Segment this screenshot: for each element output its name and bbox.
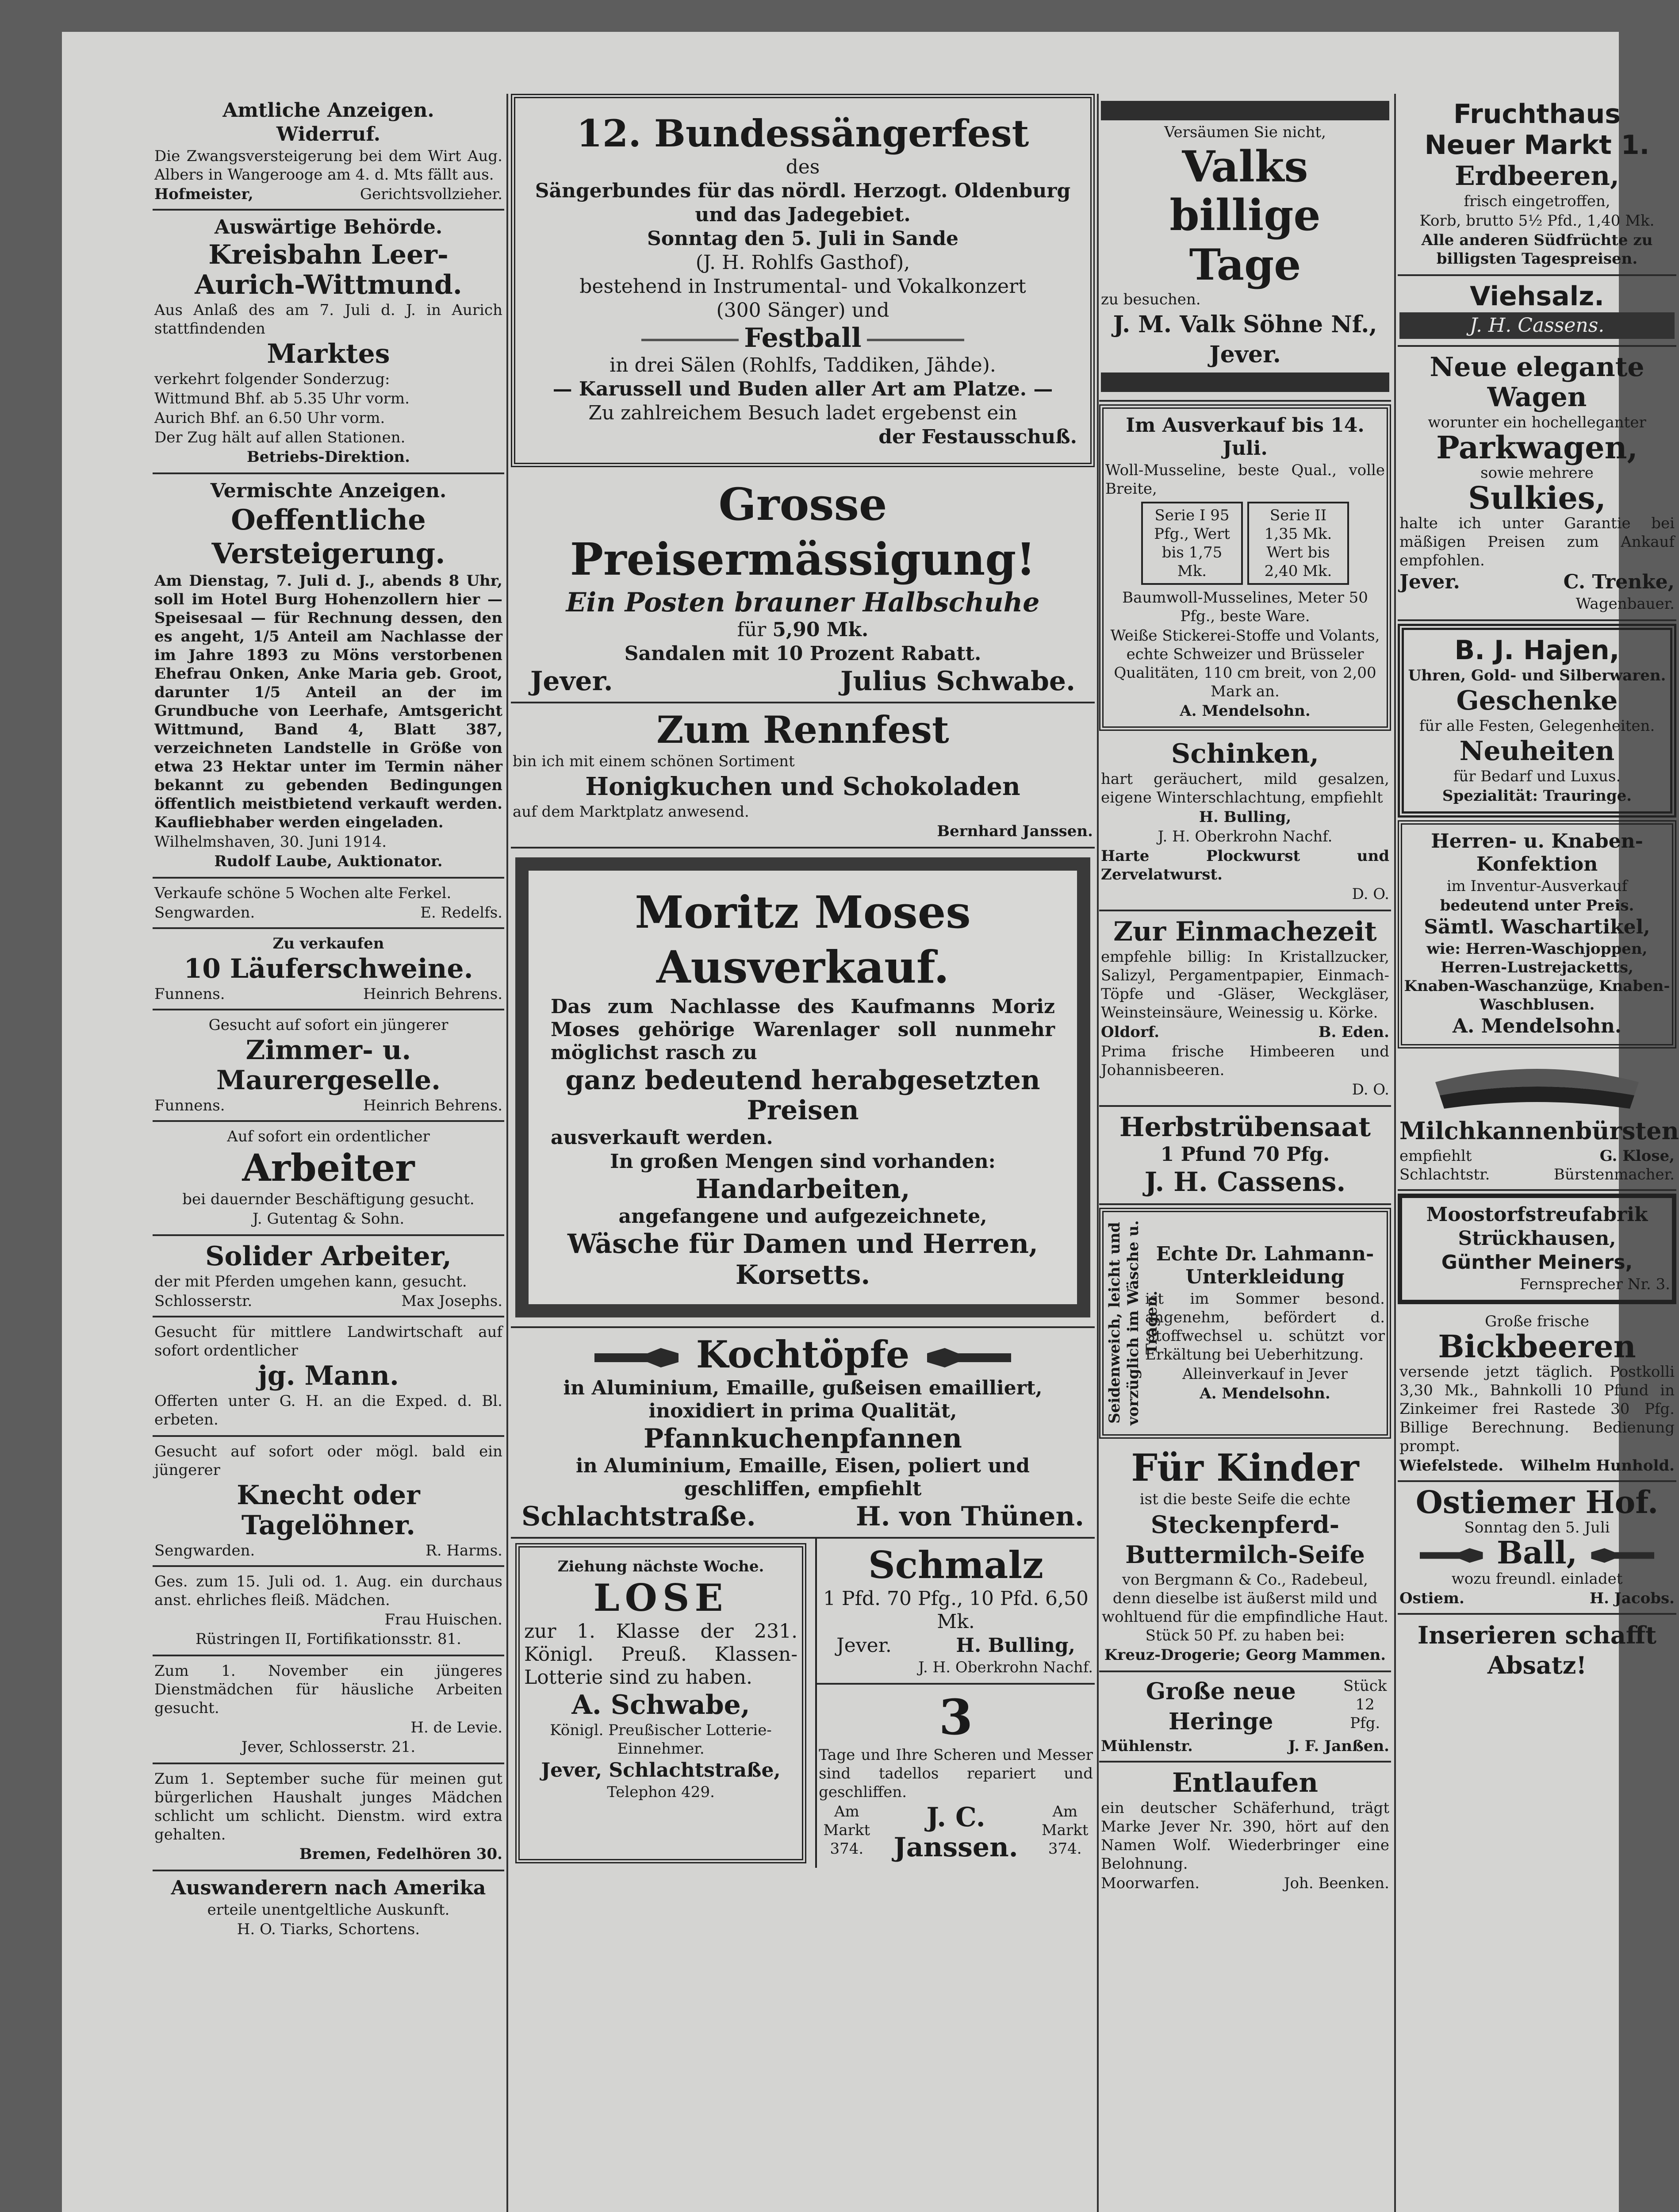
bar-ornament	[1101, 373, 1389, 392]
ad-body: versende jetzt täglich. Postkolli 3,30 Mk., Bahnkolli 10 Pfund in Zinkeimer frei Rastede 30 Pfg. Billige Berechnung. Bedienung prompt.	[1399, 1363, 1675, 1455]
ad-title: Widerruf.	[276, 123, 381, 146]
ad-body: wie: Herren-Waschjoppen, Herren-Lustrejacketts, Knaben-Waschanzüge, Knaben-Waschblusen.	[1404, 940, 1670, 1014]
ad-lose	[515, 1543, 806, 1863]
ad-body: Gesucht für mittlere Landwirtschaft auf sofort ordentlicher	[154, 1323, 502, 1359]
ad-body: J. H. Oberkrohn Nachf.	[918, 1659, 1093, 1676]
ad-body: Auf sofort ein ordentlicher	[227, 1128, 430, 1145]
ad-body: Strückhausen,	[1458, 1227, 1616, 1250]
ad-body: empfehle billig: In Kristallzucker, Salizyl, Pergamentpapier, Einmach-Töpfe und -Gläser, Weckgläser, Weinsteinsäure, Weinessig u. Körke.	[1101, 948, 1389, 1022]
ad-versteigerung	[153, 474, 504, 879]
ad-ferkel	[153, 879, 504, 929]
ad-item: angefangene und aufgezeichnete,	[618, 1205, 987, 1228]
ad-body: Woll-Musseline, beste Qual., volle Breite,	[1105, 461, 1385, 498]
ad-ausverkauf	[1099, 404, 1391, 731]
ad-body: Gesucht auf sofort ein jüngerer	[208, 1016, 448, 1034]
ad-body: zur 1. Klasse der 231. Königl. Preuß. Klassen-Lotterie sind zu haben.	[524, 1620, 798, 1689]
ad-title: Parkwagen,	[1436, 429, 1638, 466]
ad-hajen	[1398, 624, 1676, 818]
ad-item: Wäsche für Damen und Herren,	[567, 1229, 1038, 1260]
ad-title: Herren- u. Knaben-Konfektion	[1431, 830, 1643, 876]
ad-body: — Karussell und Buden aller Art am Platze. —	[552, 378, 1053, 400]
ad-title: LOSE	[593, 1576, 728, 1620]
rule-ornament	[641, 339, 739, 341]
bottom-row	[511, 1539, 1095, 1868]
ad-price: 5,90 Mk.	[772, 618, 869, 641]
ad-sign: Joh. Beenken.	[1284, 1874, 1389, 1892]
ad-body: Baumwoll-Musselines, Meter 50 Pfg., beste Ware.	[1122, 589, 1368, 625]
ad-wagen	[1398, 347, 1676, 621]
ad-title: Erdbeeren,	[1455, 161, 1619, 192]
ad-title: Grosse Preisermässigung!	[570, 478, 1036, 585]
ad-body: Offerten unter G. H. an die Exped. d. Bl. erbeten.	[154, 1392, 502, 1429]
column-3	[1099, 94, 1391, 1898]
ad-body: Das zum Nachlasse des Kaufmanns Moriz Moses gehörige Warenlager soll nunmehr möglichst rasch zu	[551, 995, 1055, 1064]
ad-sign: H. Bulling,	[1199, 808, 1292, 826]
ad-bickbeeren	[1398, 1307, 1676, 1482]
ad-sign: A. Mendelsohn.	[1452, 1015, 1622, 1037]
ad-body: wozu freundl. einladet	[1451, 1570, 1623, 1588]
ad-sign: R. Harms.	[426, 1542, 502, 1559]
ad-milchkannenbuersten	[1398, 1051, 1679, 1191]
ad-body: Der Zug hält auf allen Stationen.	[154, 429, 406, 446]
ad-body: Günther Meiners,	[1441, 1251, 1633, 1274]
ad-body: ist im Sommer besond. angenehm, befördert d. Stoffwechsel u. schützt vor Erkältung bei Ueberhitzung.	[1145, 1290, 1385, 1363]
ad-laeufer	[153, 929, 504, 1010]
ad-body: für alle Festen, Gelegenheiten.	[1419, 717, 1655, 735]
ad-title: Große neue Heringe	[1146, 1678, 1296, 1735]
column-rule	[506, 94, 508, 2212]
ad-body: Ziehung nächste Woche.	[557, 1558, 764, 1575]
ad-title: 12. Bundessängerfest	[576, 111, 1029, 155]
ad-body: (300 Sänger) und	[716, 299, 889, 322]
ad-title: Solider Arbeiter,	[205, 1241, 452, 1272]
ad-sign: Gerichtsvollzieher.	[360, 185, 502, 203]
ad-body: auf dem Marktplatz anwesend.	[513, 803, 749, 821]
ad-title: 10 Läuferschweine.	[184, 953, 473, 984]
ad-title: Inserieren schafft Absatz!	[1417, 1621, 1657, 1679]
ad-title: Im Ausverkauf bis 14. Juli.	[1126, 414, 1365, 460]
ad-fruchthaus	[1398, 94, 1676, 276]
ad-body: erteile unentgeltliche Auskunft.	[207, 1901, 450, 1919]
ad-heringe	[1099, 1672, 1391, 1763]
bar-ornament	[1101, 101, 1389, 120]
ad-address: Am Markt 374.	[823, 1803, 870, 1858]
ad-herbstruebensaat	[1099, 1107, 1391, 1205]
ad-body: ist die beste Seife die echte	[1139, 1490, 1351, 1508]
pointing-hand-icon	[923, 1344, 1011, 1371]
ad-sign: B. Eden.	[1318, 1023, 1389, 1041]
ad-moses	[511, 849, 1095, 1328]
ad-body: Gesucht auf sofort oder mögl. bald ein jüngerer	[154, 1443, 502, 1479]
ad-title: Knecht oder Tagelöhner.	[237, 1480, 420, 1541]
ad-mann	[153, 1317, 504, 1437]
ad-sign: J. C. Janssen.	[893, 1802, 1018, 1863]
ad-body: Spezialität: Trauringe.	[1442, 787, 1632, 805]
ad-sign: D. O.	[1352, 1081, 1389, 1098]
ad-sign: Hofmeister,	[154, 185, 253, 203]
section-header: Vermischte Anzeigen.	[210, 480, 447, 502]
ad-sign: Frau Huischen.	[384, 1611, 502, 1628]
ad-body: Tage und Ihre Scheren und Messer sind tadellos repariert und geschliffen.	[819, 1746, 1093, 1801]
ad-body: ein deutscher Schäferhund, trägt Marke Jever Nr. 390, hört auf den Namen Wolf. Wiederbringer eine Belohnung.	[1101, 1799, 1389, 1873]
ad-body: Ges. zum 15. Juli od. 1. Aug. ein durchaus anst. ehrliches fleiß. Mädchen.	[154, 1573, 502, 1609]
ad-body: bin ich mit einem schönen Sortiment	[513, 753, 795, 770]
ad-sign: Bernhard Janssen.	[937, 822, 1093, 840]
ad-moostorf	[1398, 1194, 1676, 1304]
ad-sign: H. de Levie.	[410, 1719, 502, 1736]
ad-rennfest	[511, 703, 1095, 849]
ad-title: Zimmer- u. Maurergeselle.	[216, 1035, 441, 1096]
ad-body: Wagenbauer.	[1576, 595, 1675, 613]
ad-moses-frame	[515, 857, 1090, 1317]
ad-sign: H. O. Tiarks, Schortens.	[237, 1920, 420, 1938]
ad-body: im Inventur-Ausverkauf	[1446, 877, 1628, 895]
ad-body: bei dauernder Beschäftigung gesucht.	[182, 1190, 475, 1208]
ad-item: Handarbeiten,	[695, 1174, 910, 1205]
ad-body: In großen Mengen sind vorhanden:	[610, 1150, 996, 1173]
ad-title: Moritz Moses Ausverkauf.	[635, 886, 971, 993]
ad-sign: H. Bulling,	[956, 1634, 1075, 1657]
ad-schmalz	[817, 1539, 1095, 1685]
ad-body: Alle anderen Südfrüchte zu billigsten Tagespreisen.	[1421, 231, 1653, 268]
ad-title: Tage	[1189, 240, 1301, 290]
ad-body: Prima frische Himbeeren und Johannisbeeren.	[1101, 1043, 1389, 1079]
ad-title: Bickbeeren	[1438, 1328, 1636, 1365]
ad-body: Große frische	[1485, 1313, 1589, 1330]
ad-sign: A. Schwabe,	[571, 1690, 750, 1720]
series-1: Serie I 95 Pfg., Wert bis 1,75 Mk.	[1141, 502, 1243, 585]
ad-sign: J. Gutentag & Sohn.	[252, 1210, 405, 1228]
ad-sign: J. F. Janßen.	[1288, 1737, 1389, 1755]
ad-sign: Max Josephs.	[401, 1292, 502, 1310]
ad-title: Steckenpferd-Buttermilch-Seife	[1125, 1510, 1365, 1569]
ad-body: zu besuchen.	[1101, 291, 1201, 308]
ad-title: B. J. Hajen,	[1454, 635, 1620, 666]
ad-body: Zu verkaufen	[272, 935, 384, 952]
ad-body: Alleinverkauf in Jever	[1182, 1365, 1348, 1383]
ad-body: in Aluminium, Emaille, gußeisen emailliert, inoxidiert in prima Qualität,	[563, 1377, 1043, 1422]
ad-body: hart geräuchert, mild gesalzen, eigene Winterschlachtung, empfiehlt	[1101, 770, 1389, 806]
ad-body: in Aluminium, Emaille, Eisen, poliert und geschliffen, empfiehlt	[575, 1455, 1030, 1500]
ad-sign: J. H. Cassens.	[1144, 1167, 1346, 1198]
ad-title: Neuheiten	[1459, 736, 1615, 767]
ad-price: Stück 12 Pfg.	[1343, 1677, 1387, 1732]
ad-viehsalz	[1398, 276, 1676, 347]
ad-price: Korb, brutto 5½ Pfd., 1,40 Mk.	[1419, 212, 1655, 230]
ad-body: Sandalen mit 10 Prozent Rabatt.	[624, 642, 981, 665]
ad-september	[153, 1764, 504, 1871]
ad-sign: Wilhelm Hunhold.	[1521, 1457, 1675, 1475]
ad-title: Schmalz	[868, 1543, 1043, 1587]
ad-body: Bürstenmacher.	[1553, 1166, 1675, 1183]
ad-ostiemer-hof	[1398, 1482, 1676, 1615]
ad-body: Sängerbundes für das nördl. Herzogt. Oldenburg	[535, 180, 1071, 202]
series-table	[1105, 502, 1385, 585]
ad-body: sowie mehrere	[1480, 464, 1594, 482]
pointing-hand-icon	[1420, 1542, 1486, 1569]
ad-solider	[153, 1236, 504, 1317]
ad-place: Schlachtstr.	[1399, 1166, 1490, 1183]
ad-title: Auswanderern nach Amerika	[171, 1877, 486, 1899]
ad-body: worunter ein hochelleganter	[1428, 414, 1646, 431]
ad-place: Schlachtstraße.	[521, 1501, 756, 1532]
ad-title: ganz bedeutend herabgesetzten Preisen	[565, 1065, 1040, 1126]
ad-arbeiter	[153, 1122, 504, 1236]
pointing-hand-icon	[1588, 1542, 1654, 1569]
ad-title: Valks billige	[1169, 142, 1321, 240]
ad-title: Zum Rennfest	[656, 708, 949, 752]
column-4	[1398, 94, 1679, 1686]
ad-schinken	[1099, 733, 1391, 911]
ad-maedchen	[153, 1567, 504, 1656]
ad-body: halte ich unter Garantie bei mäßigen Preisen zum Ankauf empfohlen.	[1399, 515, 1675, 569]
ad-body: Weiße Stickerei-Stoffe und Volants, echte Schweizer und Brüsseler Qualitäten, 110 cm breit, von 2,00 Mark an.	[1110, 627, 1380, 700]
ad-kreisbahn	[153, 211, 504, 474]
ad-sign: H. Jacobs.	[1589, 1590, 1675, 1607]
ad-bundessaengerfest	[511, 94, 1095, 467]
ad-title: Sulkies,	[1468, 480, 1606, 516]
ad-title: Kreisbahn Leer-Aurich-Wittmund.	[195, 239, 462, 300]
ad-sign: J. M. Valk Söhne Nf., Jever.	[1113, 311, 1377, 368]
ad-stack	[815, 1539, 1095, 1868]
column-1	[153, 94, 504, 1945]
ad-body: J. H. Oberkrohn Nachf.	[1158, 828, 1333, 845]
ad-title: Pfannkuchenpfannen	[644, 1423, 962, 1454]
ad-sign: J. H. Cassens.	[1399, 312, 1675, 339]
section-header: Amtliche Anzeigen.	[222, 99, 434, 122]
ad-preisermaessigung	[511, 472, 1095, 703]
ad-price: 1 Pfund 70 Pfg.	[1160, 1143, 1330, 1166]
ad-sign: Heinrich Behrens.	[363, 1097, 502, 1114]
ad-title: Ball,	[1496, 1534, 1578, 1571]
ad-place: Sengwarden.	[154, 1542, 255, 1559]
ad-place: Jever.	[836, 1634, 892, 1657]
ad-title: Neue elegante Wagen	[1430, 352, 1644, 413]
ad-body: Uhren, Gold- und Silberwaren.	[1408, 667, 1666, 684]
ad-place: Funnens.	[154, 1097, 225, 1114]
column-2	[511, 94, 1095, 1868]
ad-body: Ein Posten brauner Halbschuhe	[566, 587, 1040, 618]
ad-body: Verkaufe schöne 5 Wochen alte Ferkel.	[154, 884, 452, 902]
ad-item: Korsetts.	[735, 1260, 870, 1290]
ad-body: empfiehlt	[1399, 1147, 1472, 1165]
ad-inserieren	[1398, 1615, 1676, 1686]
ad-body: von Bergmann & Co., Radebeul, denn dieselbe ist äußerst mild und wohltuend für die empfindliche Haut. Stück 50 Pf. zu haben bei:	[1102, 1571, 1388, 1644]
ad-title: Herbstrübensaat	[1119, 1112, 1371, 1143]
ad-knecht	[153, 1437, 504, 1567]
ad-sign: A. Mendelsohn.	[1200, 1385, 1330, 1402]
ad-body: Honigkuchen und Schokoladen	[585, 772, 1020, 801]
column-rule	[1097, 94, 1099, 2212]
ad-title: Oeffentliche Versteigerung.	[211, 503, 445, 570]
ad-place: Funnens.	[154, 985, 225, 1003]
ad-scheren	[817, 1685, 1095, 1868]
ad-address: Rüstringen II, Fortifikationsstr. 81.	[196, 1630, 461, 1648]
column-rule	[1394, 94, 1396, 2212]
ad-body: frisch eingetroffen,	[1464, 192, 1610, 210]
ad-body: für	[737, 618, 767, 641]
ad-title: Arbeiter	[242, 1146, 415, 1190]
ad-side-text: Seidenweich, leicht und vorzüglich im Wäsche u. Tragen.	[1106, 1220, 1161, 1425]
ad-date: Wilhelmshaven, 30. Juni 1914.	[154, 833, 387, 851]
ad-title: Kochtöpfe	[696, 1333, 910, 1376]
ad-title: Festball	[744, 323, 862, 353]
section-header: Auswärtige Behörde.	[214, 216, 443, 238]
ad-title: Neuer Markt 1.	[1424, 130, 1650, 161]
ad-sign: Kreuz-Drogerie; Georg Mammen.	[1104, 1646, 1386, 1664]
ad-price: 1 Pfd. 70 Pfg., 10 Pfd. 6,50 Mk.	[823, 1587, 1089, 1633]
ad-place: Wiefelstede.	[1399, 1457, 1504, 1475]
ad-address: Jever, Schlachtstraße,	[541, 1759, 781, 1782]
ad-title: Für Kinder	[1131, 1446, 1359, 1490]
ad-body: Harte Plockwurst und Zervelatwurst.	[1101, 847, 1389, 883]
ad-sign: A. Mendelsohn.	[1180, 702, 1311, 720]
ad-place: Ostiem.	[1399, 1590, 1464, 1607]
ad-body: verkehrt folgender Sonderzug:	[154, 370, 390, 388]
ad-dienst	[153, 1656, 504, 1764]
ad-place: Sengwarden.	[154, 904, 255, 922]
ad-body: Aurich Bhf. an 6.50 Uhr vorm.	[154, 409, 385, 427]
ad-sign: C. Trenke,	[1563, 571, 1675, 593]
ad-widerruf	[153, 94, 504, 211]
ad-valk	[1099, 94, 1391, 402]
ad-body: der mit Pferden umgehen kann, gesucht.	[154, 1273, 467, 1290]
ad-body: ausverkauft werden.	[551, 1126, 773, 1149]
ad-body: und das Jadegebiet.	[695, 204, 911, 226]
ad-body: Zu zahlreichem Besuch ladet ergebenst ein	[588, 402, 1017, 424]
ad-einmachezeit	[1099, 911, 1391, 1107]
ad-sign: Betriebs-Direktion.	[247, 448, 410, 466]
ad-title: Fruchthaus	[1453, 99, 1621, 130]
ad-sign: G. Klose,	[1599, 1147, 1675, 1165]
newspaper-page	[62, 32, 1679, 2212]
ad-body: für Bedarf und Luxus.	[1453, 768, 1621, 785]
ad-address: Jever, Schlosserstr. 21.	[241, 1738, 416, 1756]
ad-title: 3	[939, 1689, 973, 1746]
ad-sign: D. O.	[1352, 885, 1389, 903]
ad-body: des	[786, 156, 820, 178]
ad-body: (J. H. Rohlfs Gasthof),	[695, 251, 910, 274]
ad-title: Marktes	[267, 338, 390, 369]
ad-body: Königl. Preußischer Lotterie-Einnehmer.	[550, 1721, 772, 1758]
ad-sign: H. von Thünen.	[855, 1501, 1084, 1532]
ad-title: Sämtl. Waschartikel,	[1424, 916, 1650, 938]
ad-place: Mühlenstr.	[1101, 1737, 1193, 1755]
ad-place: Jever.	[1399, 571, 1460, 593]
ad-sign: Rudolf Laube, Auktionator.	[214, 853, 443, 870]
rule-ornament	[867, 339, 964, 341]
ad-body: Zum 1. September suche für meinen gut bürgerlichen Haushalt junges Mädchen schlicht um schlicht. Dienstm. wird extra gehalten.	[154, 1770, 502, 1843]
ad-phone: Telephon 429.	[607, 1783, 715, 1801]
ad-zimmer	[153, 1010, 504, 1122]
brush-icon	[1426, 1056, 1648, 1113]
ad-auswanderer	[153, 1871, 504, 1945]
ad-date: Sonntag den 5. Juli in Sande	[647, 227, 958, 250]
ad-body: Sonntag den 5. Juli	[1464, 1519, 1610, 1536]
ad-sign: Bremen, Fedelhören 30.	[299, 1845, 502, 1863]
ad-steckenpferd	[1099, 1441, 1391, 1672]
ad-address: Am Markt 374.	[1041, 1803, 1089, 1858]
ad-lahmann	[1099, 1208, 1391, 1439]
ad-kochtoepfe	[511, 1328, 1095, 1539]
ad-body: in drei Sälen (Rohlfs, Taddiken, Jähde).	[610, 354, 996, 376]
ad-body: Versäumen Sie nicht,	[1164, 123, 1326, 141]
ad-body: bestehend in Instrumental- und Vokalkonzert	[579, 275, 1026, 298]
series-2: Serie II 1,35 Mk. Wert bis 2,40 Mk.	[1247, 502, 1349, 585]
ad-phone: Fernsprecher Nr. 3.	[1519, 1275, 1670, 1293]
ad-place: Moorwarfen.	[1101, 1874, 1200, 1892]
ad-title: Moostorfstreufabrik	[1426, 1203, 1648, 1226]
ad-sign: Heinrich Behrens.	[363, 985, 502, 1003]
ad-title: Geschenke	[1456, 685, 1618, 716]
ad-title: Zur Einmachezeit	[1113, 916, 1377, 947]
ad-sign: Julius Schwabe.	[840, 666, 1075, 697]
ad-sign: der Festausschuß.	[878, 426, 1077, 448]
ad-place: Jever.	[530, 666, 613, 697]
ad-title: Schinken,	[1171, 738, 1319, 769]
pointing-hand-icon	[594, 1344, 683, 1371]
ad-title: Milchkannenbürsten	[1399, 1117, 1679, 1145]
ad-body: Aus Anlaß des am 7. Juli d. J. in Aurich stattfindenden	[154, 301, 502, 338]
ad-title: Ostiemer Hof.	[1415, 1484, 1659, 1521]
ad-title: Viehsalz.	[1470, 281, 1604, 312]
ad-body: Zum 1. November ein jüngeres Dienstmädchen für häusliche Arbeiten gesucht.	[154, 1662, 502, 1717]
ad-body: Am Dienstag, 7. Juli d. J., abends 8 Uhr, soll im Hotel Burg Hohenzollern hier — Speisesaal — für Rechnung dessen, den es angeht, 1/5 Anteil am Nachlasse der im Jahre 1893 zu Möns verstorbenen Ehefrau Onken, Anke Maria geb. Groot, darunter 1/5 Anteil an der im Grundbuche von Leerhafe, Amtsgericht Wittmund, Band 4, Blatt 387, verzeichneten Landstelle in Größe von etwa 23 Hektar unter im Termin näher bekannt zu gebenden Bedingungen öffentlich meistbietend verkauft werden. Kaufliebhaber werden eingeladen.	[154, 572, 502, 831]
ad-entlaufen	[1099, 1763, 1391, 1898]
ad-title: Echte Dr. Lahmann-Unterkleidung	[1156, 1243, 1374, 1288]
ad-title: jg. Mann.	[258, 1360, 399, 1391]
ad-sign: E. Redelfs.	[420, 904, 502, 922]
ad-place: Schlosserstr.	[154, 1292, 253, 1310]
ad-place: Oldorf.	[1101, 1023, 1160, 1041]
ad-body: Die Zwangsversteigerung bei dem Wirt Aug. Albers in Wangerooge am 4. d. Mts fällt aus.	[154, 147, 502, 184]
ad-body: Wittmund Bhf. ab 5.35 Uhr vorm.	[154, 390, 410, 407]
ad-title: Entlaufen	[1172, 1767, 1318, 1798]
ad-body: bedeutend unter Preis.	[1440, 897, 1634, 914]
ad-konfektion	[1398, 820, 1676, 1048]
